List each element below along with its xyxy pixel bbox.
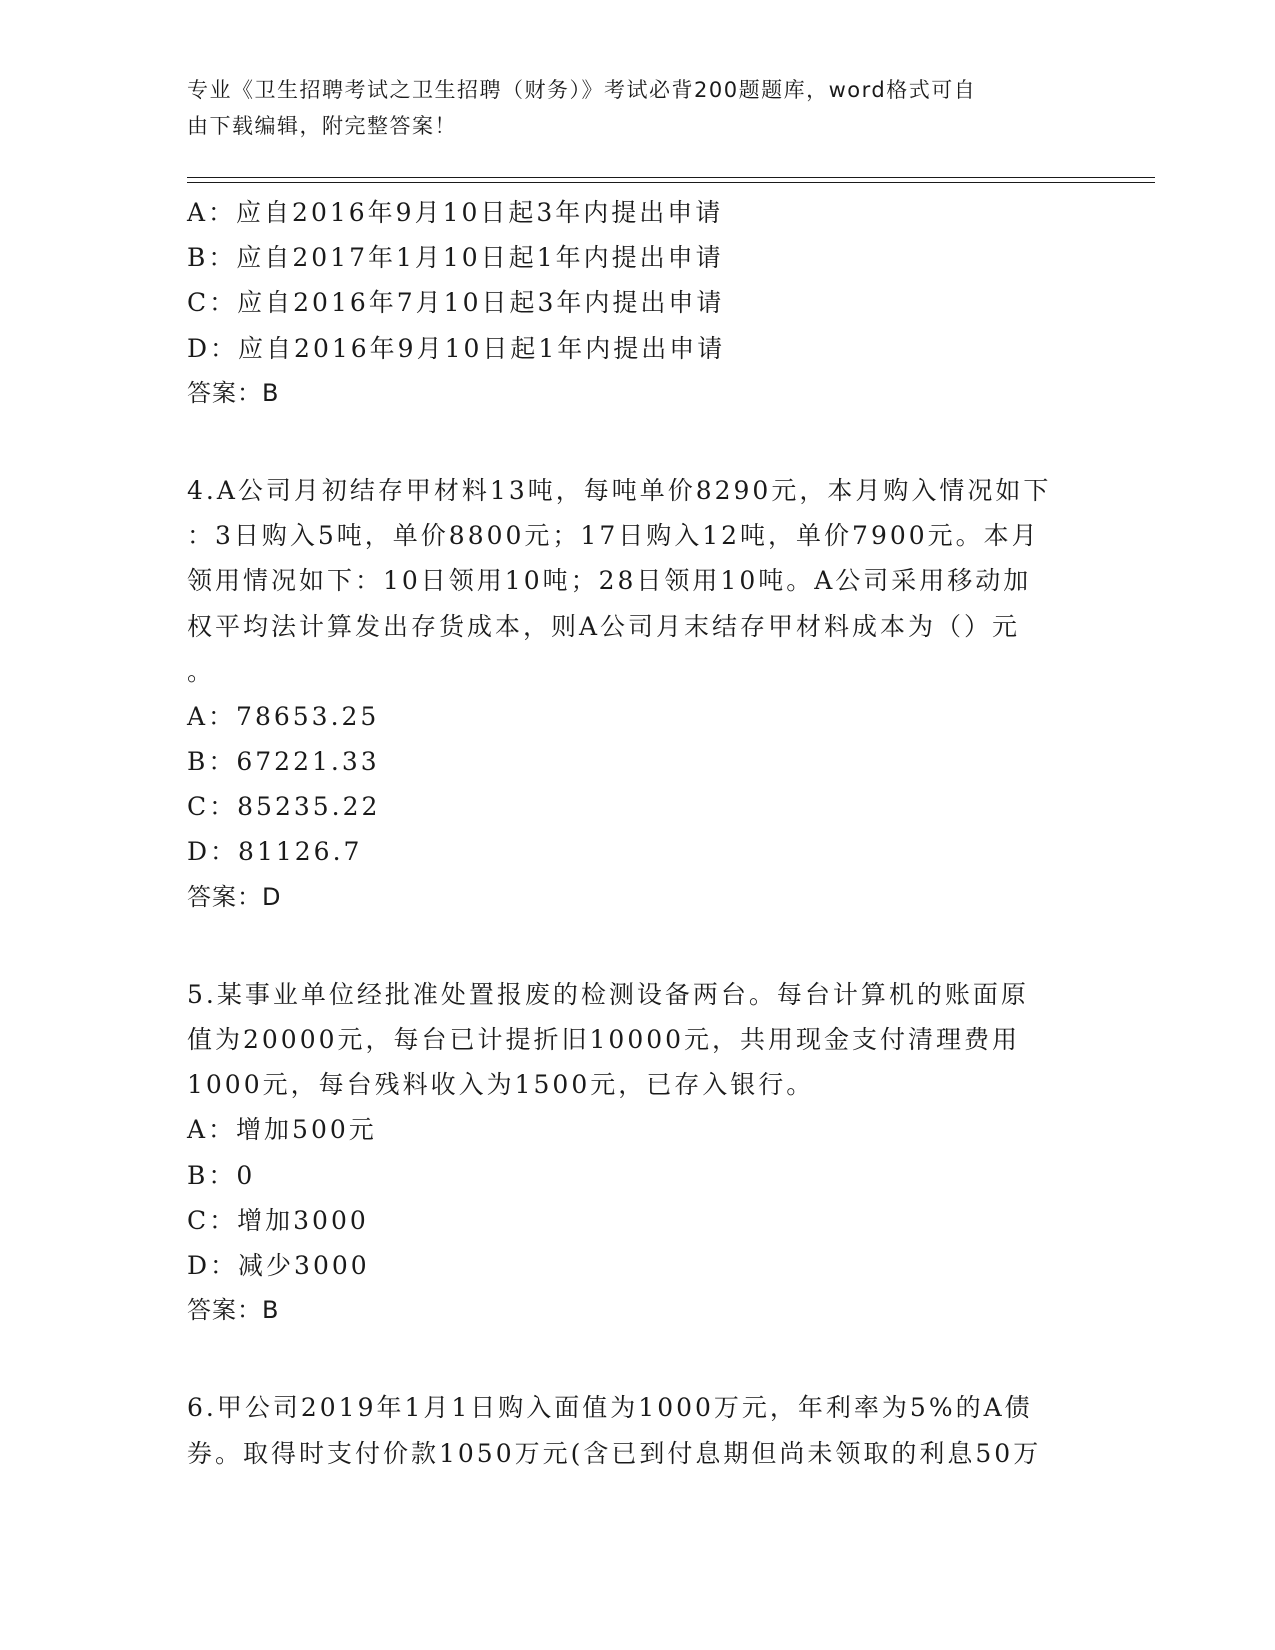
document-header <box>187 72 1067 144</box>
question-text-line: 1000元，每台残料收入为1500元，已存入银行。 <box>187 1070 815 1100</box>
question-text-line: 券。取得时支付价款1050万元(含已到付息期但尚未领取的利息50万 <box>187 1438 1042 1468</box>
option-b: B：应自2017年1月10日起1年内提出申请 <box>187 243 724 273</box>
header-line-2: 由下载编辑，附完整答案！ <box>187 114 457 138</box>
question-text-line: 值为20000元，每台已计提折旧10000元，共用现金支付清理费用 <box>187 1025 1021 1054</box>
option-d: D：应自2016年9月10日起1年内提出申请 <box>187 333 726 363</box>
option-b: B：0 <box>187 1160 256 1190</box>
option-a: A：应自2016年9月10日起3年内提出申请 <box>187 198 724 227</box>
question-text-line: 6.甲公司2019年1月1日购入面值为1000万元，年利率为5%的A债 <box>187 1393 1033 1423</box>
option-b: B：67221.33 <box>187 747 380 777</box>
option-c: C：85235.22 <box>187 792 381 822</box>
question-gap <box>187 1333 1087 1385</box>
option-d: D：减少3000 <box>187 1250 370 1280</box>
answer-line: 答案：B <box>187 1296 280 1325</box>
option-a: A：78653.25 <box>187 701 380 731</box>
header-line-1: 专业《卫生招聘考试之卫生招聘（财务）》考试必背200题题库，word格式可自 <box>187 78 977 102</box>
question-text-line: 4.A公司月初结存甲材料13吨，每吨单价8290元，本月购入情况如下 <box>187 475 1052 505</box>
question-text-line: 权平均法计算发出存货成本，则A公司月末结存甲材料成本为（）元 <box>187 611 1021 641</box>
question-6-block <box>187 1385 1087 1475</box>
answer-line: 答案：B <box>187 378 280 407</box>
document-body <box>187 190 1087 1476</box>
question-gap <box>187 920 1087 972</box>
question-text-line: 。 <box>187 656 216 686</box>
question-5-block <box>187 972 1087 1334</box>
question-gap <box>187 416 1087 468</box>
question-text-line: ：3日购入5吨，单价8800元；17日购入12吨，单价7900元。本月 <box>187 521 1040 551</box>
question-4-block <box>187 468 1087 920</box>
option-c: C：增加3000 <box>187 1205 369 1235</box>
option-d: D：81126.7 <box>187 837 363 867</box>
option-c: C：应自2016年7月10日起3年内提出申请 <box>187 288 725 318</box>
question-text-line: 5.某事业单位经批准处置报废的检测设备两台。每台计算机的账面原 <box>187 979 1029 1009</box>
header-divider-bottom <box>187 182 1155 183</box>
question-text-line: 领用情况如下：10日领用10吨；28日领用10吨。A公司采用移动加 <box>187 566 1032 596</box>
answer-line: 答案：D <box>187 882 282 911</box>
question-3-block <box>187 190 1087 416</box>
option-a: A：增加500元 <box>187 1115 377 1145</box>
header-divider-top <box>187 177 1155 178</box>
